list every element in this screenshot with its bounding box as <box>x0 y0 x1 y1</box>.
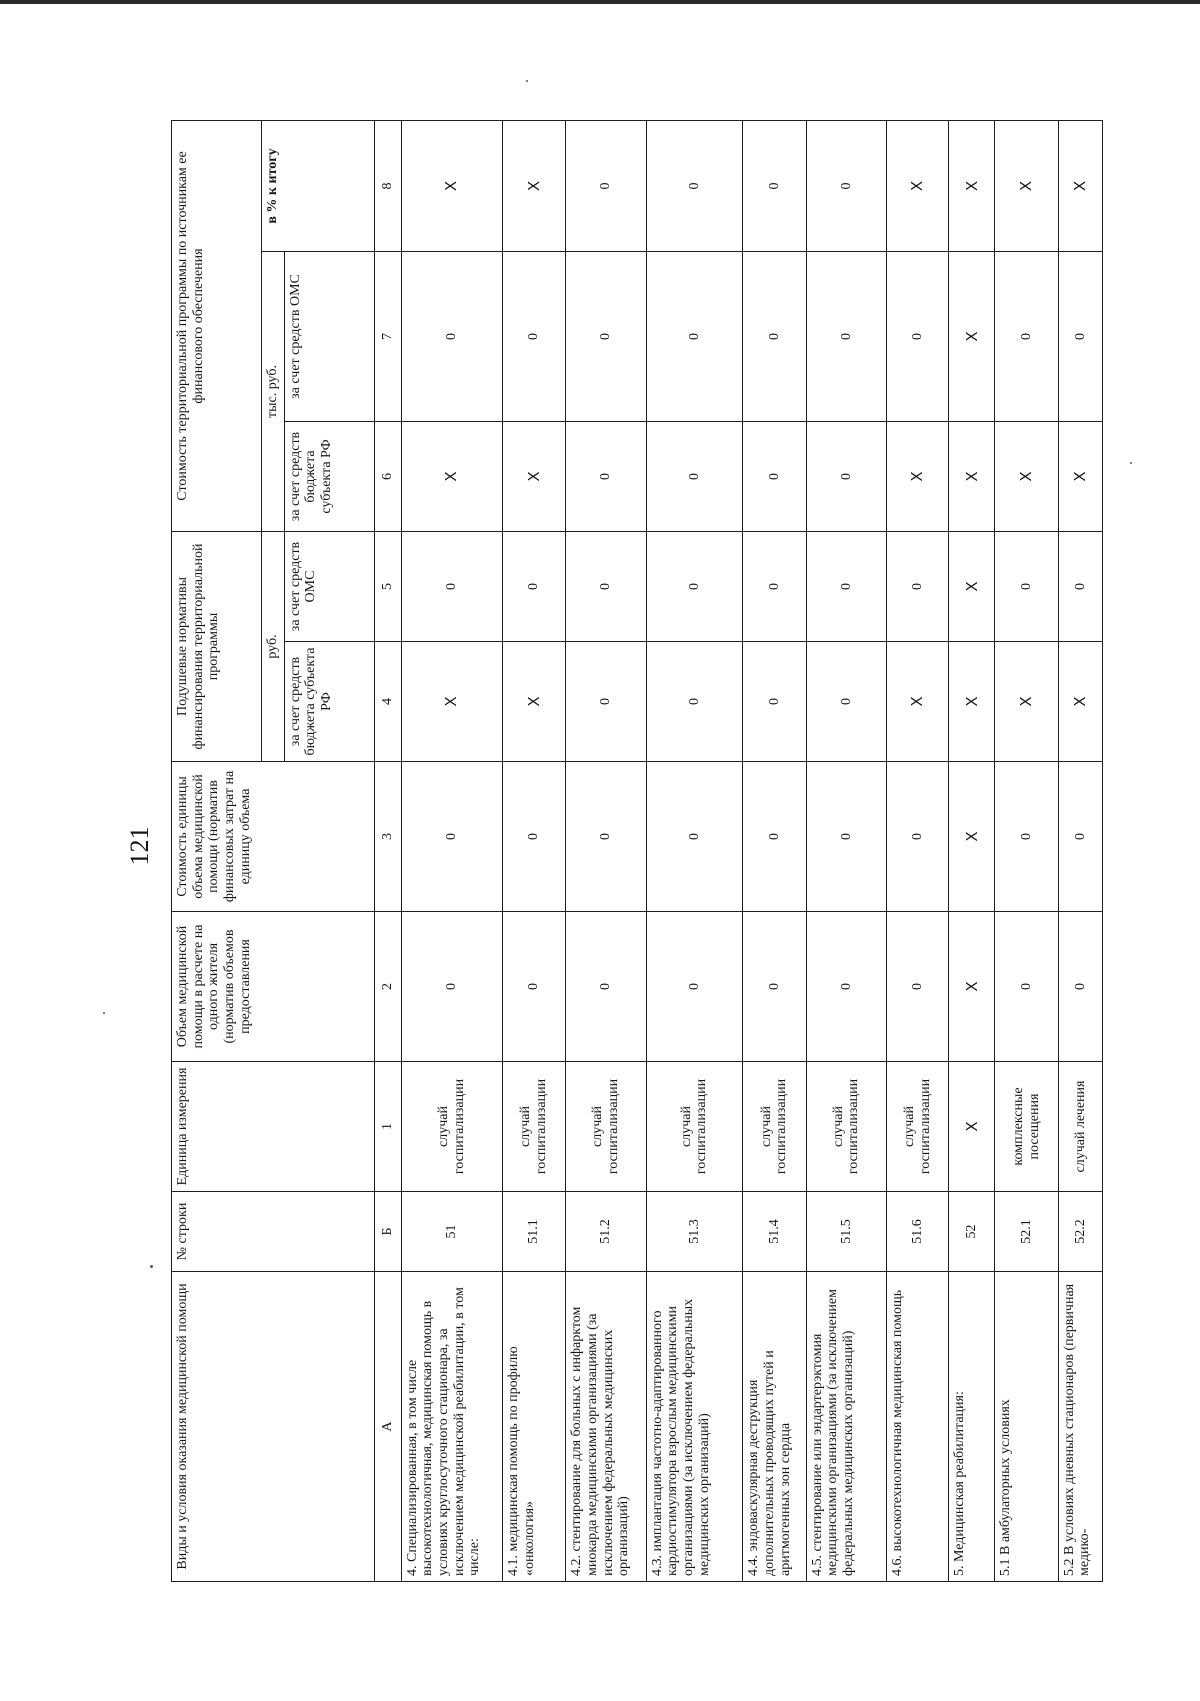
cell-unit: случай госпитализации <box>646 1062 743 1192</box>
header-rub: руб. <box>262 532 285 762</box>
cell-unit: случай госпитализации <box>743 1062 806 1192</box>
header-budget-rf: за счет средств бюджета субъекта РФ <box>284 642 374 762</box>
header-type: Виды и условия оказания медицинской помощи <box>172 1272 375 1582</box>
cell-volume: 0 <box>887 912 949 1062</box>
cell-budget-rf-2: Х <box>503 422 566 532</box>
cell-row-no: 51.5 <box>806 1192 887 1272</box>
cell-percent: Х <box>1058 121 1102 252</box>
column-number: 6 <box>374 422 401 532</box>
cell-budget-rf-2: Х <box>1058 422 1102 532</box>
table-row <box>743 121 806 1582</box>
cell-budget-rf: 0 <box>646 642 743 762</box>
table-row <box>503 121 566 1582</box>
scan-speck <box>103 1012 105 1014</box>
cell-name: 5.2 В условиях дневных стационаров (первичная медико- <box>1058 1272 1102 1582</box>
cell-volume: 0 <box>743 912 806 1062</box>
cell-row-no: 51.3 <box>646 1192 743 1272</box>
cell-cost-unit: 0 <box>646 762 743 912</box>
cell-oms: 0 <box>401 532 502 642</box>
header-budget-rf-2: за счет средств бюджета субъекта РФ <box>284 422 374 532</box>
cell-oms-2: 0 <box>1058 252 1102 422</box>
cell-oms-2: 0 <box>995 252 1058 422</box>
cell-percent: Х <box>995 121 1058 252</box>
cell-unit: случай госпитализации <box>401 1062 502 1192</box>
cell-row-no: 52 <box>949 1192 995 1272</box>
cell-unit: комплексные посещения <box>995 1062 1058 1192</box>
cell-name: 4.1. медицинская помощь по профилю «онкология» <box>503 1272 566 1582</box>
cell-volume: 0 <box>401 912 502 1062</box>
cell-oms: Х <box>949 532 995 642</box>
cell-oms-2: 0 <box>887 252 949 422</box>
cell-budget-rf-2: Х <box>887 422 949 532</box>
cell-budget-rf-2: 0 <box>646 422 743 532</box>
cell-oms-2: 0 <box>743 252 806 422</box>
cell-unit: случай госпитализации <box>806 1062 887 1192</box>
cell-oms-2: 0 <box>503 252 566 422</box>
cell-budget-rf: Х <box>503 642 566 762</box>
cell-name: 4.2. стентирование для больных с инфарктом миокарда медицинскими организациями (за исключением федеральных медицинских организаций) <box>566 1272 646 1582</box>
cell-row-no: 51.2 <box>566 1192 646 1272</box>
cell-budget-rf: 0 <box>743 642 806 762</box>
table-row <box>887 121 949 1582</box>
cell-volume: 0 <box>566 912 646 1062</box>
cell-oms: 0 <box>887 532 949 642</box>
page-number: 121 <box>125 826 154 866</box>
header-cost-unit: Стоимость единицы объема медицинской помощи (норматив финансовых затрат на единицу объема <box>172 762 375 912</box>
cell-name: 4.6. высокотехнологичная медицинская помощь <box>887 1272 949 1582</box>
cell-percent: Х <box>401 121 502 252</box>
cell-cost-unit: 0 <box>401 762 502 912</box>
scan-top-edge <box>0 0 1200 4</box>
cell-budget-rf-2: Х <box>949 422 995 532</box>
header-unit: Единица измерения <box>172 1062 375 1192</box>
column-number: А <box>374 1272 401 1582</box>
cell-cost-unit: 0 <box>995 762 1058 912</box>
cell-budget-rf: Х <box>949 642 995 762</box>
cell-row-no: 51.4 <box>743 1192 806 1272</box>
financing-table <box>171 120 1103 1582</box>
cell-percent: Х <box>887 121 949 252</box>
column-number: 1 <box>374 1062 401 1192</box>
cell-budget-rf: 0 <box>566 642 646 762</box>
table-row <box>401 121 502 1582</box>
scan-speck <box>150 1265 153 1268</box>
cell-percent: 0 <box>806 121 887 252</box>
rotated-table-wrapper <box>171 121 1103 1582</box>
table-row <box>995 121 1058 1582</box>
table-row <box>806 121 887 1582</box>
cell-oms: 0 <box>995 532 1058 642</box>
cell-oms: 0 <box>743 532 806 642</box>
cell-volume: 0 <box>503 912 566 1062</box>
column-number: 4 <box>374 642 401 762</box>
cell-budget-rf-2: 0 <box>566 422 646 532</box>
cell-budget-rf: Х <box>401 642 502 762</box>
cell-row-no: 52.2 <box>1058 1192 1102 1272</box>
cell-oms: 0 <box>646 532 743 642</box>
cell-name: 4.4. эндоваскулярная деструкция дополнительных проводящих путей и аритмогенных зон сердца <box>743 1272 806 1582</box>
column-number: 8 <box>374 121 401 252</box>
cell-oms-2: Х <box>949 252 995 422</box>
column-number: 3 <box>374 762 401 912</box>
cell-row-no: 51.1 <box>503 1192 566 1272</box>
cell-percent: 0 <box>646 121 743 252</box>
cell-row-no: 51.6 <box>887 1192 949 1272</box>
cell-budget-rf-2: 0 <box>806 422 887 532</box>
table-row <box>646 121 743 1582</box>
cell-unit: случай госпитализации <box>503 1062 566 1192</box>
column-number: 7 <box>374 252 401 422</box>
cell-volume: 0 <box>1058 912 1102 1062</box>
column-number: 2 <box>374 912 401 1062</box>
cell-unit: случай лечения <box>1058 1062 1102 1192</box>
table-row <box>1058 121 1102 1582</box>
table-body <box>401 121 1102 1582</box>
cell-volume: 0 <box>806 912 887 1062</box>
cell-volume: Х <box>949 912 995 1062</box>
cell-oms: 0 <box>1058 532 1102 642</box>
cell-row-no: 51 <box>401 1192 502 1272</box>
cell-unit: случай госпитализации <box>887 1062 949 1192</box>
cell-name: 4.5. стентирование или эндартерэктомия медицинскими организациями (за исключением федеральных медицинских организаций) <box>806 1272 887 1582</box>
cell-percent: 0 <box>566 121 646 252</box>
cell-row-no: 52.1 <box>995 1192 1058 1272</box>
cell-cost-unit: 0 <box>503 762 566 912</box>
header-thous-rub: тыс. руб. <box>262 252 285 532</box>
cell-unit: случай госпитализации <box>566 1062 646 1192</box>
cell-percent: 0 <box>743 121 806 252</box>
cell-budget-rf: Х <box>887 642 949 762</box>
cell-volume: 0 <box>995 912 1058 1062</box>
cell-cost-unit: 0 <box>1058 762 1102 912</box>
column-number: 5 <box>374 532 401 642</box>
cell-budget-rf: Х <box>995 642 1058 762</box>
header-percent: в % к итогу <box>262 121 375 252</box>
cell-volume: 0 <box>646 912 743 1062</box>
cell-budget-rf: Х <box>1058 642 1102 762</box>
cell-oms: 0 <box>566 532 646 642</box>
cell-budget-rf-2: Х <box>401 422 502 532</box>
header-program-cost: Стоимость территориальной программы по источникам ее финансового обеспечения <box>172 121 262 532</box>
cell-cost-unit: 0 <box>743 762 806 912</box>
cell-oms-2: 0 <box>401 252 502 422</box>
column-number-row <box>374 121 401 1582</box>
cell-budget-rf: 0 <box>806 642 887 762</box>
table-row <box>566 121 646 1582</box>
scan-speck <box>1130 462 1132 464</box>
header-per-capita: Подушевые нормативы финансирования территориальной программы <box>172 532 262 762</box>
cell-budget-rf-2: Х <box>995 422 1058 532</box>
cell-cost-unit: 0 <box>806 762 887 912</box>
cell-name: 4. Специализированная, в том числе высокотехнологичная, медицинская помощь в условиях круглосуточного стационара, за исключением медицинской реабилитации, в том числе: <box>401 1272 502 1582</box>
cell-name: 4.3. имплантация частотно-адаптированного кардиостимулятора взрослым медицинскими организациями (за исключением федеральных медицинских организаций) <box>646 1272 743 1582</box>
cell-oms: 0 <box>806 532 887 642</box>
header-volume: Объем медицинской помощи в расчете на одного жителя (норматив объемов предоставления <box>172 912 375 1062</box>
table-row <box>949 121 995 1582</box>
cell-unit: Х <box>949 1062 995 1192</box>
cell-cost-unit: Х <box>949 762 995 912</box>
header-oms-2: за счет средств ОМС <box>284 252 374 422</box>
cell-percent: Х <box>503 121 566 252</box>
cell-oms-2: 0 <box>566 252 646 422</box>
header-oms: за счет средств ОМС <box>284 532 374 642</box>
cell-cost-unit: 0 <box>887 762 949 912</box>
cell-name: 5. Медицинская реабилитация: <box>949 1272 995 1582</box>
cell-name: 5.1 В амбулаторных условиях <box>995 1272 1058 1582</box>
cell-oms-2: 0 <box>806 252 887 422</box>
column-number: Б <box>374 1192 401 1272</box>
scan-speck <box>526 80 528 82</box>
header-row-no: № строки <box>172 1192 375 1272</box>
cell-percent: Х <box>949 121 995 252</box>
cell-oms-2: 0 <box>646 252 743 422</box>
cell-budget-rf-2: 0 <box>743 422 806 532</box>
cell-oms: 0 <box>503 532 566 642</box>
cell-cost-unit: 0 <box>566 762 646 912</box>
table-header <box>172 121 402 1582</box>
